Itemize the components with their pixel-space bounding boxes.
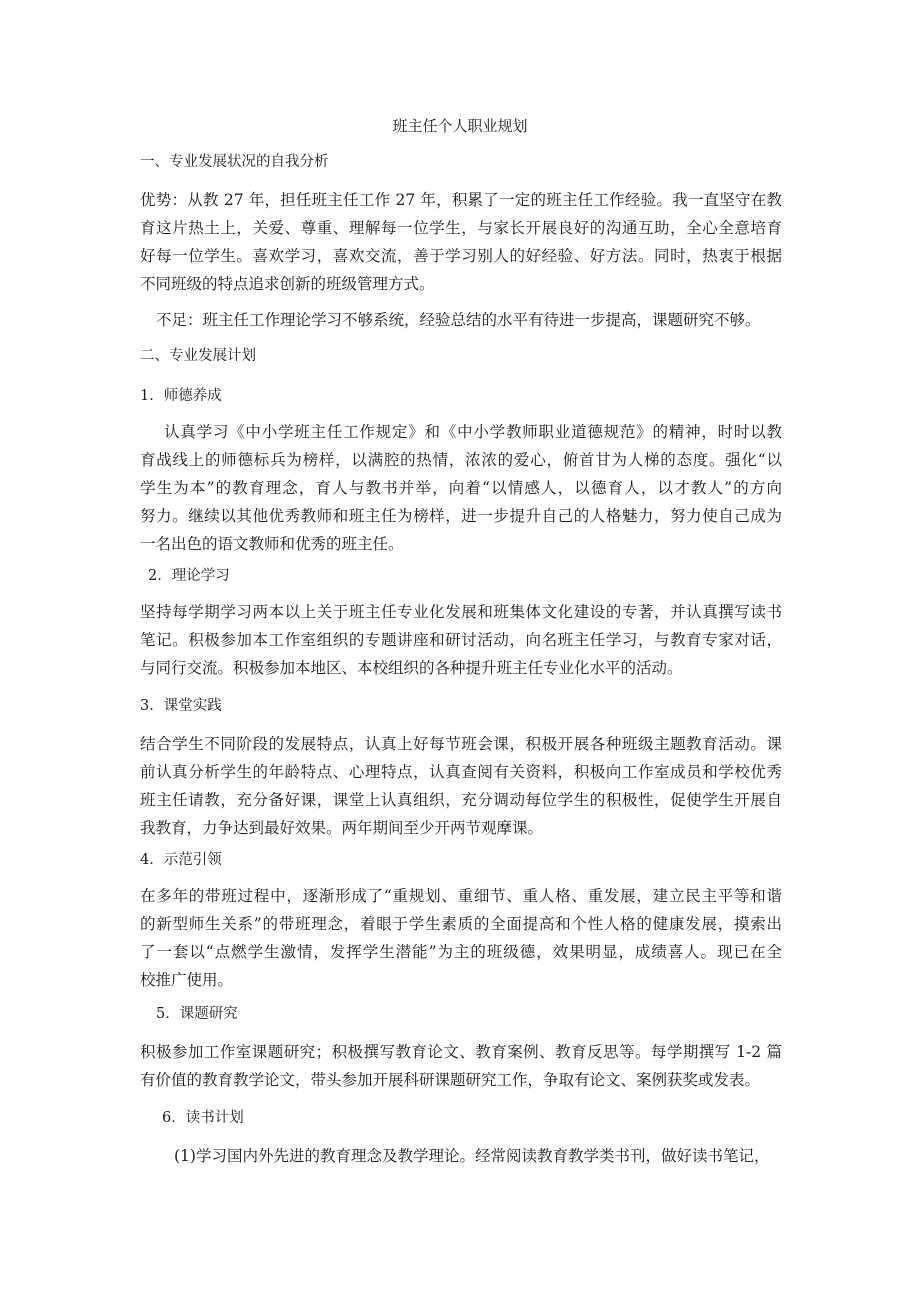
weakness-paragraph — [156, 306, 782, 334]
paragraph-line: 结合学生不同阶段的发展特点，认真上好每节班会课，积极开展各种班级主题教育活动。课 — [140, 735, 782, 753]
item1-paragraph — [140, 418, 782, 558]
section2-heading: 二、专业发展计划 — [140, 348, 256, 364]
paragraph-line: 了一套以“点燃学生激情，发挥学生潜能”为主的班级德，效果明显，成绩喜人。现已在全 — [140, 943, 782, 961]
paragraph-line: 好每一位学生。喜欢学习，喜欢交流，善于学习别人的好经验、好方法。同时，热衷于根据 — [140, 247, 782, 265]
paragraph-line: 有价值的教育教学论文，带头参加开展科研课题研究工作，争取有论文、案例获奖或发表。 — [140, 1071, 761, 1089]
paragraph-line: 学生为本”的教育理念，育人与教书并举，向着“以情感人，以德育人，以才教人”的方向 — [140, 479, 782, 497]
paragraph-line: 不同班级的特点追求创新的班级管理方式。 — [140, 275, 435, 293]
strengths-paragraph — [140, 186, 782, 298]
paragraph-line: 不足：班主任工作理论学习不够系统，经验总结的水平有待进一步提高，课题研究不够。 — [156, 311, 761, 329]
paragraph-line: 优势：从教 27 年，担任班主任工作 27 年，积累了一定的班主任工作经验。我一直坚守在教 — [140, 191, 782, 209]
paragraph-line: 与同行交流。积极参加本地区、本校组织的各种提升班主任专业化水平的活动。 — [140, 659, 683, 677]
item2-paragraph — [140, 598, 782, 682]
item3-heading: 3．课堂实践 — [140, 698, 222, 714]
item6-paragraph — [174, 1142, 794, 1170]
paragraph-line: 我教育，力争达到最好效果。两年期间至少开两节观摩课。 — [140, 819, 544, 837]
paragraph-line: 积极参加工作室课题研究；积极撰写教育论文、教育案例、教育反思等。每学期撰写 1-2 篇 — [140, 1043, 782, 1061]
paragraph-line: 班主任请教，充分备好课，课堂上认真组织，充分调动每位学生的积极性，促使学生开展自 — [140, 791, 782, 809]
paragraph-line: 认真学习《中小学班主任工作规定》和《中小学教师职业道德规范》的精神，时时以教 — [164, 423, 782, 441]
item5-paragraph — [140, 1038, 782, 1094]
item1-heading: 1．师德养成 — [140, 388, 222, 404]
item4-paragraph — [140, 882, 782, 994]
paragraph-line: 一名出色的语文教师和优秀的班主任。 — [140, 535, 404, 553]
paragraph-line: 育战线上的师德标兵为榜样，以满腔的热情，浓浓的爱心，俯首甘为人梯的态度。强化“以 — [140, 451, 782, 469]
document-title: 班主任个人职业规划 — [392, 117, 528, 135]
item5-heading: 5．课题研究 — [156, 1006, 238, 1022]
paragraph-line: 育这片热土上，关爱、尊重、理解每一位学生，与家长开展良好的沟通互助，全心全意培育 — [140, 219, 782, 237]
paragraph-line: 的新型师生关系”的带班理念，着眼于学生素质的全面提高和个性人格的健康发展，摸索出 — [140, 915, 782, 933]
paragraph-line: 校推广使用。 — [140, 971, 234, 989]
paragraph-line: 前认真分析学生的年龄特点、心理特点，认真查阅有关资料，积极向工作室成员和学校优秀 — [140, 763, 782, 781]
item6-heading: 6．读书计划 — [162, 1110, 244, 1126]
paragraph-line: 努力。继续以其他优秀教师和班主任为榜样，进一步提升自己的人格魅力，努力使自己成为 — [140, 507, 782, 525]
paragraph-line: (1)学习国内外先进的教育理念及教学理论。经常阅读教育教学类书刊，做好读书笔记， — [174, 1147, 770, 1165]
paragraph-line: 坚持每学期学习两本以上关于班主任专业化发展和班集体文化建设的专著，并认真撰写读书 — [140, 603, 782, 621]
item4-heading: 4．示范引领 — [140, 852, 222, 868]
paragraph-line: 在多年的带班过程中，逐渐形成了“重规划、重细节、重人格、重发展，建立民主平等和谐 — [140, 887, 782, 905]
item3-paragraph — [140, 730, 782, 842]
item2-heading: 2．理论学习 — [148, 568, 230, 584]
section1-heading: 一、专业发展状况的自我分析 — [140, 154, 329, 170]
paragraph-line: 笔记。积极参加本工作室组织的专题讲座和研讨活动，向名班主任学习，与教育专家对话， — [140, 631, 782, 649]
